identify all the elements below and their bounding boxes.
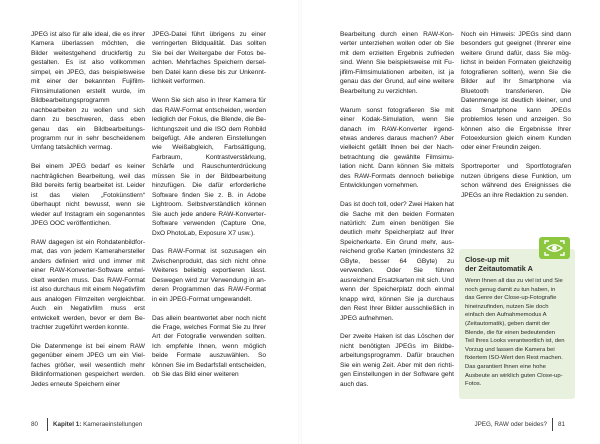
paragraph: Sportreporter und Sportfotografen nutzen übrigens diese Funktion, um schon während des Ereignisses die JPEGs an ihre Redaktion zu senden. bbox=[461, 163, 571, 199]
paragraph: Das RAW-Format ist sozusagen ein Zwischenprodukt, das sich nicht ohne Weiteres beliebig exportieren lässt. Deswegen wird zur Verwendung in anderen Programmen das RAW-Format in ein JPEG-Format umgewandelt. bbox=[152, 248, 266, 303]
paragraph: Warum sonst fotografieren Sie mit einer Kodak-Simulation, wenn Sie danach im RAW-Konverter irgendetwas anderes daraus machen? Aber vielleicht gefällt Ihnen bei der Nachbetrachtung die gewählte Filmsimulation nicht. Dann können Sie mittels des RAW-Formats dennoch beliebige Entwicklungen vornehmen. bbox=[340, 106, 454, 190]
paragraph: Noch ein Hinweis: JPEGs sind dann besonders gut geeignet (Ihrerer eine weitere Grund dafür, dass Sie möglichst in beiden Formaten gleichzeitig fotografieren sollten), wenn Sie die Bilder auf Ihr Smartphone via Bluetooth transferieren. Die Datenmenge ist deutlich kleiner, und das Smartphone kann JPEGs problemlos lesen und anzeigen. So können also die Ergebnisse Ihrer Fotoexkursion gleich einem Kunden oder einer Freundin zeigen. bbox=[461, 31, 571, 152]
footer-divider bbox=[552, 418, 553, 431]
paragraph: Bearbeitung durch einen RAW-Konverter unterziehen wollen oder ob Sie mit dem erzielten Ergebnis zufrieden sind. Wenn Sie beispielsweise mit Fujifilm-Filmsimulationen arbeiten, ist ja genau das der Grund, auf eine weitere Bearbeitung zu verzichten. bbox=[340, 31, 454, 95]
right-page-column-1 bbox=[340, 30, 454, 389]
right-page-column-2 bbox=[461, 30, 571, 200]
running-footer-chapter: Kapitel 1: Kameraeinstellungen bbox=[53, 421, 143, 428]
paragraph: RAW dagegen ist ein Rohdatenbildformat, das von jedem Kamerahersteller anders definiert wird und immer mit einer RAW-Konverter-Software entwickelt werden muss. Das RAW-Format ist also durchaus mit einem Negativfilm aus analogen Filmzeiten vergleichbar. Auch ein Negativfilm muss erst entwickelt werden, bevor er dem Betrachter zugeführt werden konnte. bbox=[31, 238, 145, 332]
paragraph: Das ist doch toll, oder? Zwei Haken hat die Sache mit den beiden Formaten natürlich: Zum einen benötigen Sie deutlich mehr Speicherplatz auf Ihrer Speicherkarte. Ein Grund mehr, ausreichend große Karten (mindestens 32 GByte, besser 64 GByte) zu verwenden. Oder Sie führen ausreichend Ersatzkarten mit sich. Und wenn der Speicherplatz doch einmal knapp wird, können Sie ja durchaus den Rest Ihrer Bilder ausschließlich in JPEG aufnehmen. bbox=[340, 201, 454, 322]
closeup-text: Wenn Ihnen all das zu viel ist und Sie noch genug damit zu tun haben, in das Genre der Close-up-Fotografie hineinzufinden, nutzen Sie doch einfach den Aufnahmemodus A (Zeitautomatik), geben damit der Blende, die für einen bedeutenden Teil Ihres Looks verantwortlich ist, den Vorzug und lassen die Kamera bei fixiertem ISO-Wert den Rest machen. Das garantiert Ihnen eine hohe Ausbeute an wirklich guten Close-up-Fotos. bbox=[465, 278, 565, 388]
left-page-column-2 bbox=[152, 30, 266, 380]
paragraph: Der zweite Haken ist das Löschen der nicht benötigten JPEGs im Bildbearbeitungsprogramm. Dafür brauchen Sie ein wenig Zeit. Aber mit den richtigen Einstellungen in der Software geht auch das. bbox=[340, 333, 454, 388]
page-number-left: 80 bbox=[31, 421, 39, 428]
eye-icon bbox=[539, 237, 570, 259]
page-number-right: 81 bbox=[558, 421, 566, 428]
paragraph: Bei einem JPEG bedarf es keiner nachträglichen Bearbeitung, weil das Bild bereits fertig bearbeitet ist. Leider ist das vielen „Fotokünstlern“ überhaupt nicht bewusst, wenn sie wieder auf Instagram ein sogenanntes JPEG OOC veröffentlichen. bbox=[31, 163, 145, 228]
running-footer-section: JPEG, RAW oder beides? bbox=[474, 421, 547, 428]
footer-divider bbox=[47, 418, 48, 431]
paragraph: JPEG-Datei führt übrigens zu einer verringerten Bildqualität. Das sollten Sie bei der Weitergabe der Fotos beachten. Mehrfaches Speichern derselben Datei kann diese bis zur Unkenntlichkeit verformen. bbox=[152, 31, 266, 86]
paragraph: Die Datenmenge ist bei einem RAW gegenüber einem JPEG um ein Vielfaches größer, weil wesentlich mehr Bildinformationen gespeichert werden. Jedes erneute Speichern einer bbox=[31, 342, 145, 388]
paragraph: Wenn Sie sich also in Ihrer Kamera für das RAW-Format entscheiden, werden lediglich der Fokus, die Blende, die Belichtungszeit und die ISO dem Rohbild beigefügt. Alle anderen Einstellungen wie Weißabgleich, Farbsättigung, Farbraum, Kontrastverstärkung, Schärfe und Rauschunterdrückung müssen Sie in der Bildbearbeitung hinzufügen. Die dafür erforderliche Software finden Sie z. B. in Adobe Lightroom. Selbstverständlich können Sie auch jede andere RAW-Konverter-Software verwenden (Capture One, DxO PhotoLab, Exposure X7 usw.). bbox=[152, 97, 266, 237]
paragraph: JPEG ist also für alle ideal, die es ihrer Kamera überlassen möchten, die Bilder weitestgehend druckfertig zu gestalten. Es ist also vollkommen simpel, ein JPEG, das beispielsweise mit einer der bekannten Fujifilm-Filmsimulationen erstellt wurde, im Bildbearbeitungsprogramm nachbearbeiten zu wollen und sich dann zu beschweren, dass eben genau das ein Bildbearbeitungsprogramm nur in sehr bescheidenem Umfang tatsächlich vermag. bbox=[31, 31, 145, 152]
left-page-column-1 bbox=[31, 30, 145, 389]
paragraph: Das allein beantwortet aber noch nicht die Frage, welches Format Sie zu Ihrer Art der Fotografie verwenden sollten. Ich empfehle Ihnen, wenn möglich beide Formate auszuwählen. So können Sie im Bedarfsfall entscheiden, ob Sie das Bild einer weiteren bbox=[152, 314, 266, 379]
page-gutter bbox=[298, 0, 302, 444]
closeup-title: Close-up mit der Zeitautomatik A bbox=[465, 255, 533, 274]
